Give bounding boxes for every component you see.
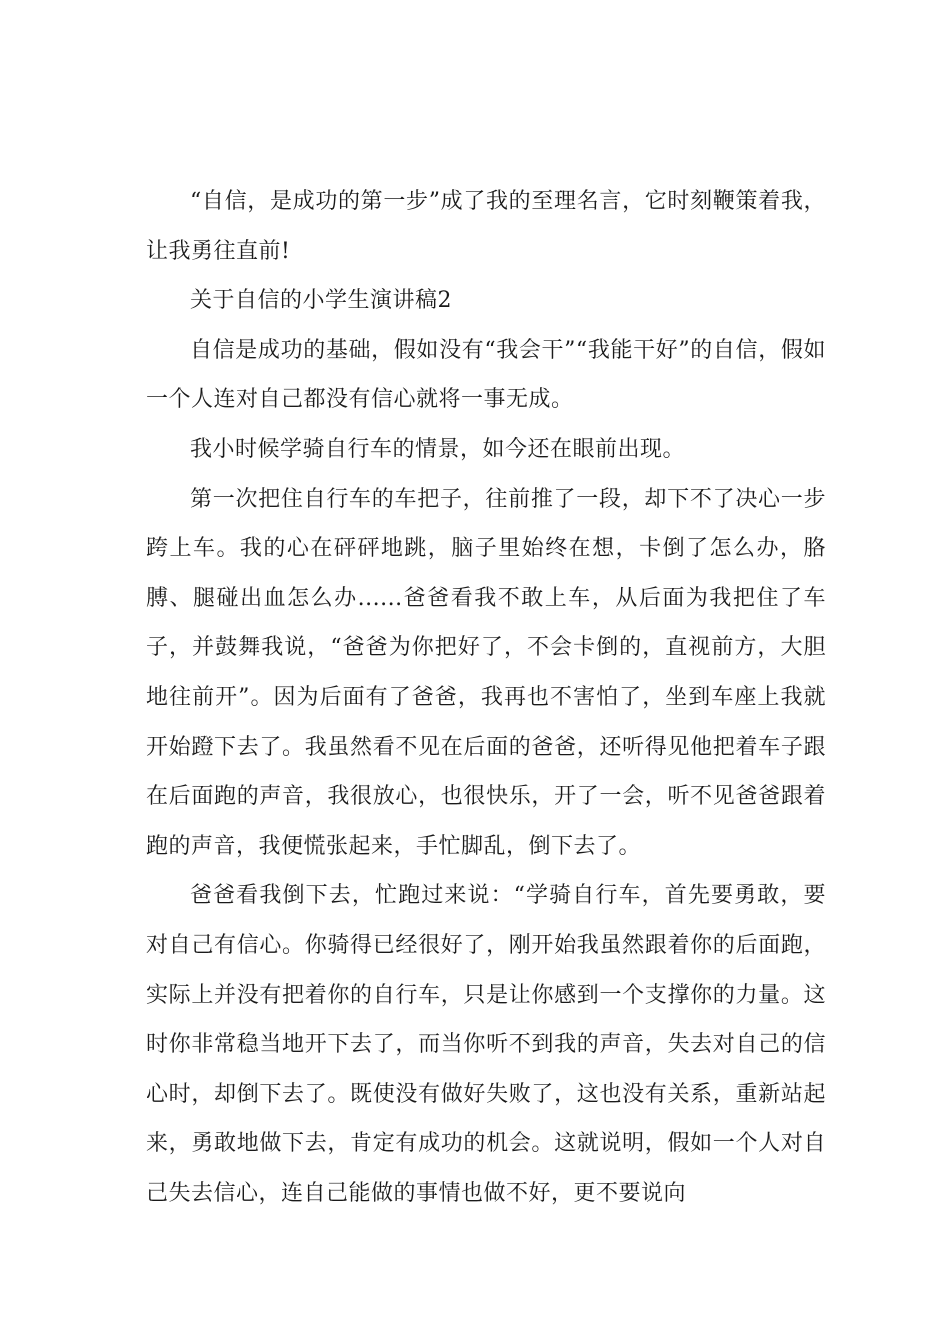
paragraph-story: 第一次把住自行车的车把子，往前推了一段，却下不了决心一步跨上车。我的心在砰砰地跳，脑子里始终在想，卡倒了怎么办，胳膊、腿碰出血怎么办......爸爸看我不敢上车，从后面为我把住了车子，并鼓舞我说，“爸爸为你把好了，不会卡倒的，直视前方，大胆地往前开”。因为后面有了爸爸，我再也不害怕了，坐到车座上我就开始蹬下去了。我虽然看不见在后面的爸爸，还听得见他把着车子跟在后面跑的声音，我很放心，也很快乐，开了一会，听不见爸爸跟着跑的声音，我便慌张起来，手忙脚乱，倒下去了。: [146, 486, 826, 859]
paragraph-intro: 自信是成功的基础，假如没有“我会干”“我能干好”的自信，假如一个人连对自己都没有信心就将一事无成。: [146, 337, 826, 413]
paragraph-memory: 我小时候学骑自行车的情景，如今还在眼前出现。: [190, 436, 686, 462]
section-heading: 关于自信的小学生演讲稿2: [190, 288, 452, 314]
document-body: [146, 177, 826, 1218]
paragraph-lesson: 爸爸看我倒下去，忙跑过来说：“学骑自行车，首先要勇敢，要对自己有信心。你骑得已经很好了，刚开始我虽然跟着你的后面跑，实际上并没有把着你的自行车，只是让你感到一个支撑你的力量。这时你非常稳当地开下去了，而当你听不到我的声音，失去对自己的信心时，却倒下去了。既使没有做好失败了，这也没有关系，重新站起来，勇敢地做下去，肯定有成功的机会。这就说明，假如一个人对自己失去信心，连自己能做的事情也做不好，更不要说向: [146, 883, 826, 1206]
paragraph-quote: “自信，是成功的第一步”成了我的至理名言，它时刻鞭策着我，让我勇往直前!: [146, 189, 826, 264]
